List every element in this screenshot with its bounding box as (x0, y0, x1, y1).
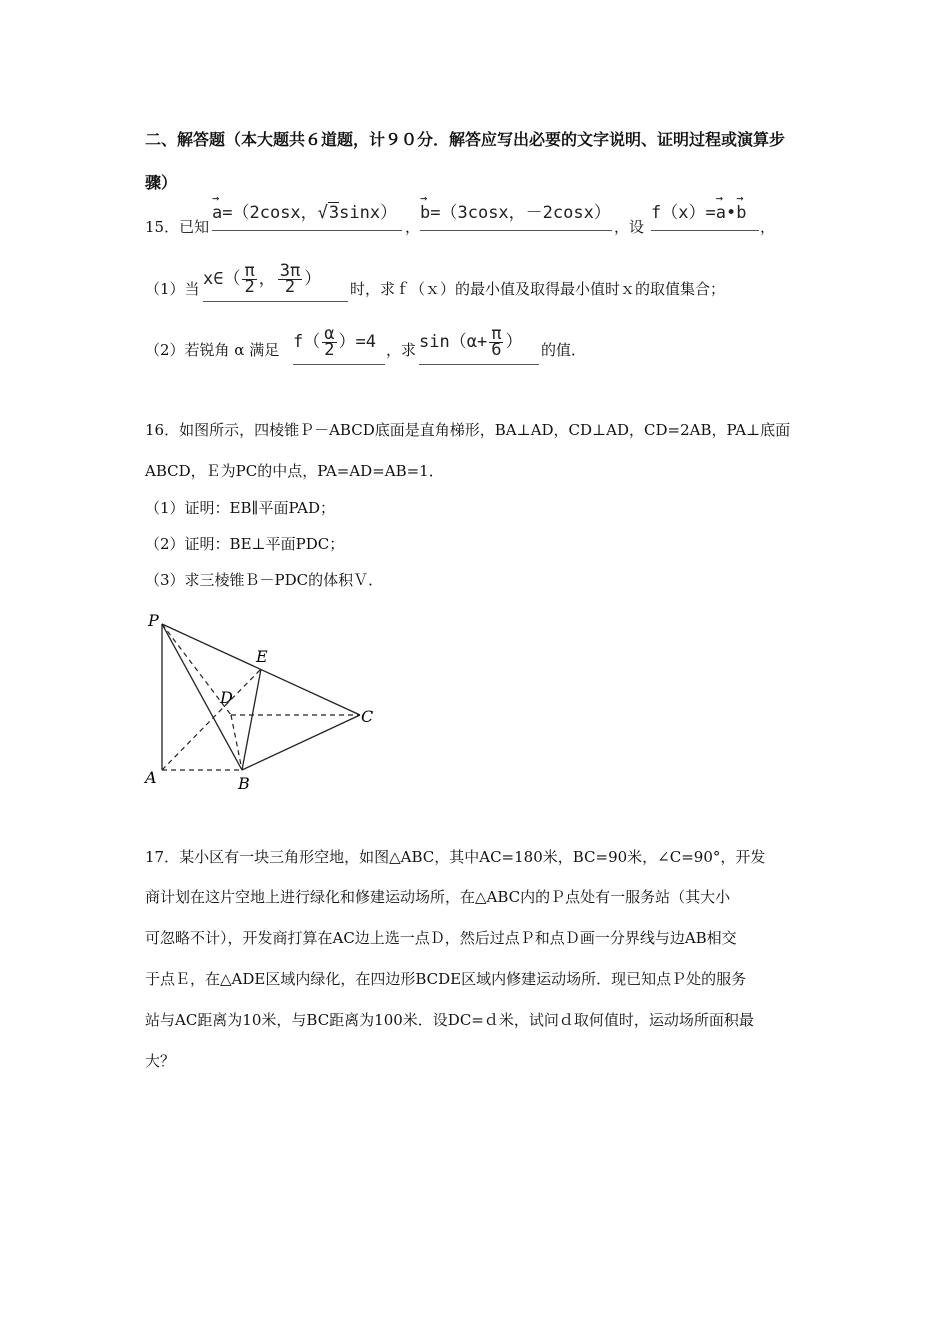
section-heading-line2: 骤） (145, 173, 178, 192)
q15-vector-b-formula: → b=（3cosx，－2cosx） (420, 201, 612, 231)
label-a: A (145, 768, 157, 787)
q16-part2: （2）证明：BE⊥平面PDC； (145, 535, 345, 553)
q15-f-definition: f（x）=→ a•→ b (651, 201, 759, 231)
label-b: B (238, 774, 250, 793)
q17-line6: 大？ (145, 1052, 176, 1070)
q15-sep3: ， (760, 218, 776, 236)
q15-part2-mid: ，求 (386, 341, 417, 359)
q15-part2-target: sin（α+ $\frac{\pi}{6}$ ） (419, 325, 539, 365)
q16-part3: （3）求三棱锥Ｂ－PDC的体积Ｖ． (145, 571, 384, 589)
q15-sep1: ， (405, 218, 421, 236)
q15-part1-suffix: 时，求ｆ（ｘ）的最小值及取得最小值时ｘ的取值集合； (350, 280, 726, 298)
label-d: D (220, 688, 233, 707)
label-p: P (148, 611, 159, 630)
q15-part1-interval: x∈（ $\frac{\pi}{2}$ ， $\frac{3\pi}{2}$ ） (203, 262, 348, 302)
q17-line5: 站与AC距离为10米，与BC距离为100米．设DC=ｄ米，试问ｄ取何值时，运动场所面积最 (145, 1011, 754, 1029)
label-c: C (361, 707, 374, 726)
q15-part1-prefix: （1）当 (145, 280, 200, 298)
section-heading-line1: 二、解答题（本大题共６道题，计９０分．解答应写出必要的文字说明、证明过程或演算步 (145, 130, 786, 149)
q15-sep2: ，设 (614, 218, 645, 236)
q17-line2: 商计划在这片空地上进行绿化和修建运动场所，在△ABC内的Ｐ点处有一服务站（其大小 (145, 888, 731, 906)
q15-vector-a-formula: → a=（2cosx，√3sinx） (212, 201, 402, 231)
q15-part2-condition: f（ $\frac{\alpha}{2}$ ）=4 (293, 325, 385, 365)
label-e: E (256, 647, 268, 666)
q16-line1: 16．如图所示，四棱锥Ｐ－ABCD底面是直角梯形，BA⊥AD，CD⊥AD，CD=2AB，PA⊥底面 (145, 421, 791, 439)
q17-line4: 于点Ｅ，在△ADE区域内绿化，在四边形BCDE区域内修建运动场所．现已知点Ｐ处的服务 (145, 970, 747, 988)
pyramid-figure (140, 608, 380, 793)
q17-line1: 17．某小区有一块三角形空地，如图△ABC，其中AC=180米，BC=90米，∠C=90°，开发 (145, 848, 766, 866)
q15-number: 15．已知 (145, 218, 210, 236)
q15-part2-prefix: （2）若锐角 α 满足 (145, 341, 280, 359)
q16-line2: ABCD，Ｅ为PC的中点，PA=AD=AB=1． (145, 462, 444, 480)
q16-part1: （1）证明：EB∥平面PAD； (145, 499, 336, 517)
q17-line3: 可忽略不计），开发商打算在AC边上选一点Ｄ，然后过点Ｐ和点Ｄ画一分界线与边AB相交 (145, 929, 737, 947)
q15-part2-suffix: 的值． (541, 341, 587, 359)
